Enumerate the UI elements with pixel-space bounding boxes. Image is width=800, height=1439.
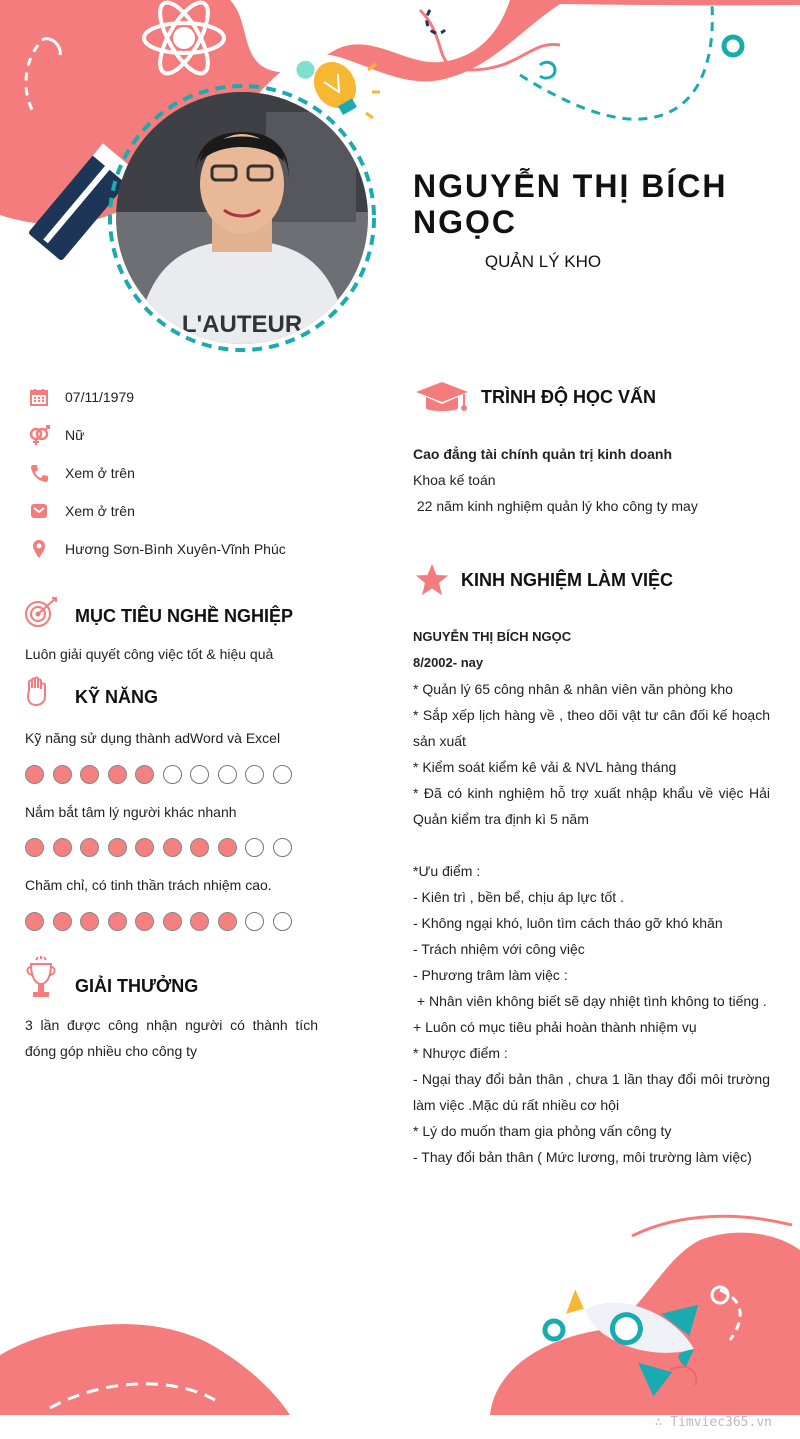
star-icon [414, 562, 450, 603]
rating-dot-filled [80, 765, 99, 784]
rating-dot-empty [163, 765, 182, 784]
info-email [28, 498, 135, 524]
experience-title: KINH NGHIỆM LÀM VIỆC [461, 570, 674, 590]
rating-dot-empty [245, 765, 264, 784]
email-icon [28, 500, 50, 522]
profile-photo [116, 92, 368, 344]
info-gender [28, 422, 84, 448]
experience-note: * Nhược điểm : [413, 1045, 508, 1061]
rating-dot-empty [245, 912, 264, 931]
rating-dot-filled [190, 912, 209, 931]
gender-text: Nữ [65, 427, 85, 443]
skills-title: KỸ NĂNG [75, 687, 159, 707]
education-title: TRÌNH ĐỘ HỌC VẤN [481, 387, 656, 407]
experience-duty: * Đã có kinh nghiệm hỗ trợ xuất nhập khẩu về việc Hải Quản kiểm tra định kì 5 năm [413, 785, 770, 827]
spacer [413, 832, 770, 858]
rating-dot-empty [273, 765, 292, 784]
rating-dot-filled [25, 912, 44, 931]
skill-label: Nắm bắt tâm lý người khác nhanh [25, 804, 237, 820]
rating-dot-filled [108, 765, 127, 784]
phone-icon [28, 462, 50, 484]
rating-dot-empty [245, 838, 264, 857]
rating-dot-empty [273, 838, 292, 857]
education-note: 22 năm kinh nghiệm quản lý kho công ty may [413, 498, 698, 514]
experience-note: + Luôn có mục tiêu phải hoàn thành nhiệm vụ [413, 1019, 697, 1035]
rating-dot-filled [135, 765, 154, 784]
rating-dot-filled [53, 765, 72, 784]
candidate-name: NGUYỄN THỊ BÍCH NGỌC [413, 168, 728, 240]
awards-title: GIẢI THƯỞNG [75, 976, 199, 996]
skill-rating [25, 838, 292, 857]
experience-body [413, 624, 770, 1170]
trophy-icon [24, 956, 58, 1005]
rating-dot-filled [163, 838, 182, 857]
info-birthdate [28, 384, 134, 410]
experience-note: - Kiên trì , bền bể, chịu áp lực tốt . [413, 889, 624, 905]
rating-dot-filled [25, 765, 44, 784]
objective-title: MỤC TIÊU NGHỀ NGHIỆP [75, 606, 294, 626]
phone-text: Xem ở trên [65, 465, 135, 481]
experience-duty: * Kiểm soát kiểm kê vải & NVL hàng tháng [413, 759, 677, 775]
experience-note: - Phương trâm làm việc : [413, 967, 568, 983]
address-text: Hương Sơn-Bình Xuyên-Vĩnh Phúc [65, 541, 286, 557]
rating-dot-filled [108, 838, 127, 857]
experience-note: * Lý do muốn tham gia phỏng vấn công ty [413, 1123, 672, 1139]
experience-note: - Trách nhiệm với công việc [413, 941, 585, 957]
experience-period: 8/2002- nay [413, 655, 484, 670]
rating-dot-filled [218, 912, 237, 931]
rating-dot-filled [80, 838, 99, 857]
rating-dot-filled [53, 838, 72, 857]
rating-dot-filled [108, 912, 127, 931]
rating-dot-filled [53, 912, 72, 931]
skill-label: Chăm chỉ, có tinh thần trách nhiệm cao. [25, 877, 272, 893]
rating-dot-empty [273, 912, 292, 931]
rating-dot-empty [190, 765, 209, 784]
info-phone [28, 460, 135, 486]
rating-dot-filled [135, 838, 154, 857]
rating-dot-filled [25, 838, 44, 857]
gender-icon [28, 424, 50, 446]
skill-label: Kỹ năng sử dụng thành adWord và Excel [25, 730, 281, 746]
rating-dot-filled [80, 912, 99, 931]
experience-note: + Nhân viên không biết sẽ dạy nhiệt tình không to tiếng . [413, 993, 767, 1009]
experience-note: - Thay đổi bản thân ( Mức lương, môi trường làm việc) [413, 1149, 752, 1165]
rating-dot-filled [163, 912, 182, 931]
objective-text: Luôn giải quyết công việc tốt & hiệu quả [25, 646, 274, 662]
rating-dot-filled [135, 912, 154, 931]
raised-fist-icon [24, 676, 50, 713]
watermark: ∴ Timviec365.vn [654, 1415, 772, 1430]
birthdate-text: 07/11/1979 [65, 389, 135, 405]
experience-note: *Ưu điểm : [413, 863, 481, 879]
experience-company: NGUYỄN THỊ BÍCH NGỌC [413, 629, 572, 644]
graduation-cap-icon [414, 380, 470, 421]
rating-dot-filled [218, 838, 237, 857]
experience-duty: * Quản lý 65 công nhân & nhân viên văn phòng kho [413, 681, 733, 697]
experience-duty: * Sắp xếp lịch hàng về , theo dõi vật tư cân đối kế hoạch sản xuất [413, 707, 770, 749]
education-faculty: Khoa kế toán [413, 472, 496, 488]
info-address [28, 536, 286, 562]
skill-rating [25, 912, 292, 931]
svg-text:L'AUTEUR: L'AUTEUR [181, 311, 303, 338]
rating-dot-empty [218, 765, 237, 784]
calendar-icon [28, 386, 50, 408]
skill-rating [25, 765, 292, 784]
experience-note: - Không ngại khó, luôn tìm cách tháo gỡ khó khăn [413, 915, 723, 931]
education-school: Cao đẳng tài chính quản trị kinh doanh [413, 446, 672, 462]
location-pin-icon [28, 538, 50, 560]
awards-text: 3 lần được công nhận người có thành tích đóng góp nhiều cho công ty [25, 1017, 318, 1059]
rating-dot-filled [190, 838, 209, 857]
job-title: QUẢN LÝ KHO [484, 252, 602, 271]
experience-note: - Ngại thay đổi bản thân , chưa 1 lần thay đổi môi trường làm việc .Mặc dù rất nhiều cơ hội [413, 1071, 770, 1113]
email-text: Xem ở trên [65, 503, 135, 519]
target-icon [24, 596, 60, 635]
